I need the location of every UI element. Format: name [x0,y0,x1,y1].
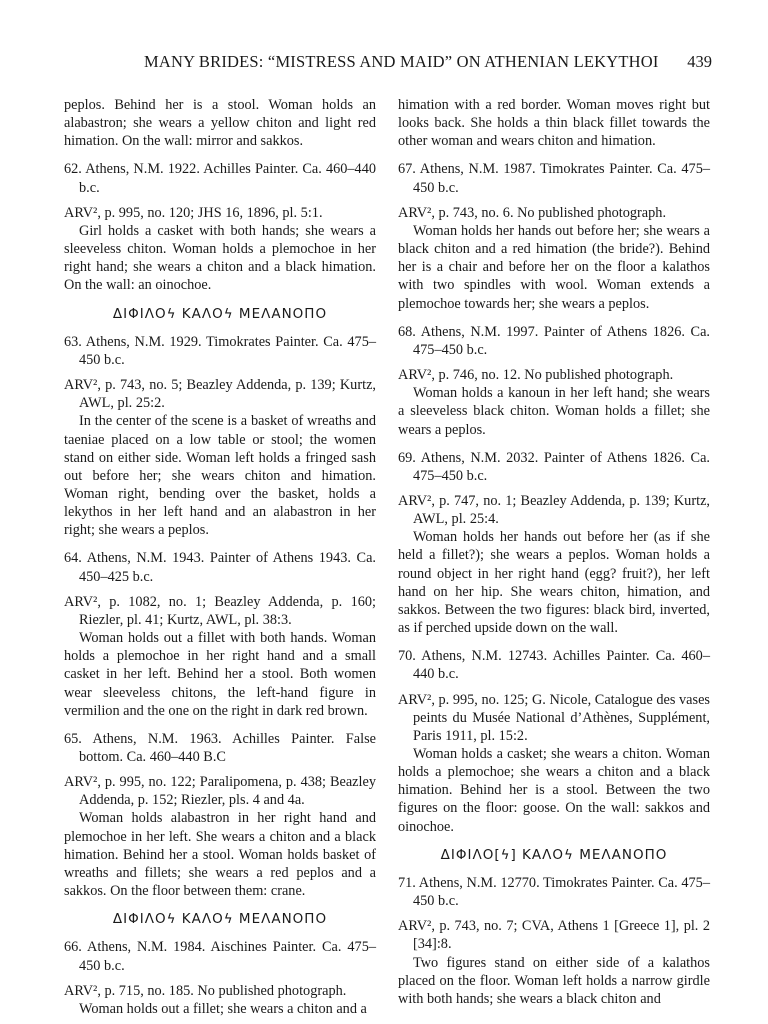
inscription: ΔΙΦΙΛΟ[ϟ] ΚΑΛΟϟ ΜΕΛΑΝΟΠΟ [440,846,668,863]
inscription: ΔΙΦΙΛΟϟ ΚΑΛΟϟ ΜΕΛΑΝΟΠΟ [112,911,328,928]
continued-text: himation with a red border. Woman moves right but looks back. She holds a thin black fillet towards the other woman and wears chiton and himation. [398,97,710,150]
entry-heading [64,333,376,369]
entry-heading [398,647,710,683]
entry-number: 64. [64,550,82,567]
entry-reference: ARV², p. 995, no. 122; Paralipomena, p. 438; Beazley Addenda, p. 152; Riezler, pls. 4 and 4a. [64,774,376,809]
entry-number: 67. [398,161,416,178]
entry-heading-text: Athens, N.M. 2032. Painter of Athens 1826. Ca. 475–450 b.c. [413,449,710,484]
catalog-entry-65 [64,730,376,900]
entry-heading [64,549,376,585]
entry-description: Woman holds out a fillet with both hands. Woman holds a plemochoe in her right hand and a small casket in her left. Behind her a stool. Both women wear sleeveless chitons, the left-hand figure in vermilion and the one on the right in dark red brown. [64,630,376,719]
catalog-entry-62 [64,160,376,294]
entry-number: 71. [398,874,416,891]
entry-number: 68. [398,323,416,340]
entry-heading [398,160,710,196]
entry-number: 62. [64,161,82,178]
entry-heading-text: Athens, N.M. 1929. Timokrates Painter. Ca. 475–450 b.c. [79,333,376,368]
entry-number: 66. [64,939,82,956]
entry-reference: ARV², p. 743, no. 5; Beazley Addenda, p. 139; Kurtz, AWL, pl. 25:2. [64,377,376,412]
entry-heading [64,730,376,766]
entry-heading-text: Athens, N.M. 12770. Timokrates Painter. Ca. 475–450 b.c. [413,874,710,910]
entry-heading-text: Athens, N.M. 12743. Achilles Painter. Ca. 460–440 b.c. [413,648,710,683]
entry-heading [398,449,710,485]
entry-reference: ARV², p. 746, no. 12. No published photograph. [398,367,674,384]
entry-description: Two figures stand on either side of a kalathos placed on the floor. Woman left holds a narrow girdle with both hands; she wears a black chiton and [398,954,710,1007]
entry-heading [64,160,376,196]
entry-reference: ARV², p. 715, no. 185. No published photograph. [64,982,347,999]
entry-heading-text: Athens, N.M. 1922. Achilles Painter. Ca. 460–440 b.c. [79,161,376,196]
entry-heading-text: Athens, N.M. 1997. Painter of Athens 1826. Ca. 475–450 b.c. [413,323,710,358]
entry-reference: ARV², p. 743, no. 6. No published photograph. [398,204,667,221]
entry-description: Woman holds her hands out before her (as if she held a fillet?); she wears a peplos. Woman holds a round object in her right hand (egg? fruit?), her left hand on her hip. She wears chiton, himation, and sakkos. Between the two figures: black bird, inverted, as if perched upside down on the wall. [398,529,710,637]
catalog-entry-67 [398,160,710,312]
entry-description: Woman holds out a fillet; she wears a chiton and a [79,1000,367,1017]
entry-number: 65. [64,730,82,747]
left-column [64,96,376,1018]
running-head: MANY BRIDES: “MISTRESS AND MAID” ON ATHENIAN LEKYTHOI [144,52,659,71]
entry-description: Woman holds her hands out before her; she wears a black chiton and a red himation (the bride?). Behind her is a chair and before her on the floor a kalathos with two spindles with wool. Woman extends a plemochoe towards her; she wears a peplos. [398,222,710,312]
entry-heading [64,938,376,974]
entry-reference: ARV², p. 995, no. 125; G. Nicole, Catalogue des vases peints du Musée National d’Athènes, Supplément, Paris 1911, pl. 15:2. [398,691,710,744]
entry-number: 69. [398,449,416,466]
entry-number: 70. [398,648,416,665]
entry-reference: ARV², p. 995, no. 120; JHS 16, 1896, pl. 5:1. [64,204,323,221]
entry-heading-text: Athens, N.M. 1987. Timokrates Painter. Ca. 475–450 b.c. [413,161,710,196]
entry-description: Woman holds a casket; she wears a chiton. Woman holds a plemochoe; she wears a chiton and a black himation. Behind her is a stool. Between the two figures on the floor: goose. On the wall: sakkos and oinochoe. [398,746,710,835]
right-column [398,96,710,1008]
page-number: 439 [687,52,712,71]
catalog-entry-66 [64,938,376,1018]
catalog-entry-71 [398,874,710,1008]
entry-description: In the center of the scene is a basket of wreaths and taeniae placed on a low table or stool; the women stand on either side. Woman left holds a fringed sash out before her; she wears chiton and himation. Woman right, bending over the basket, holds a lekythos in her left hand and an alabastron in her right; she wears a peplos. [64,413,376,539]
entry-number: 63. [64,333,82,350]
entry-heading [398,323,710,359]
catalog-entry-63 [64,333,376,540]
entry-heading [398,874,710,910]
entry-reference: ARV², p. 747, no. 1; Beazley Addenda, p. 139; Kurtz, AWL, pl. 25:4. [398,492,710,528]
entry-reference: ARV², p. 1082, no. 1; Beazley Addenda, p. 160; Riezler, pl. 41; Kurtz, AWL, pl. 38:3. [64,593,376,628]
entry-heading-text: Athens, N.M. 1984. Aischines Painter. Ca. 475–450 b.c. [79,939,376,974]
catalog-entry-68 [398,323,710,439]
entry-description: Girl holds a casket with both hands; she wears a sleeveless chiton. Woman holds a plemochoe in her right hand; she wears a chiton and a black himation. On the wall: an oinochoe. [64,222,376,294]
entry-description: Woman holds a kanoun in her left hand; she wears a sleeveless black chiton. Woman holds a fillet; she wears a peplos. [398,385,710,438]
catalog-entry-70 [398,647,710,836]
entry-reference: ARV², p. 743, no. 7; CVA, Athens 1 [Greece 1], pl. 2 [34]:8. [398,918,710,953]
inscription: ΔΙΦΙΛΟϟ ΚΑΛΟϟ ΜΕΛΑΝΟΠΟ [112,305,328,322]
catalog-entry-69 [398,449,710,638]
entry-description: Woman holds alabastron in her right hand and plemochoe in her left. She wears a chiton and a black himation. Behind her a stool. Woman holds basket of wreaths and fillets; she wears a red peplos and a sakkos. On the floor between them: crane. [64,810,376,900]
entry-heading-text: Athens, N.M. 1963. Achilles Painter. False bottom. Ca. 460–440 B.C [79,730,376,765]
catalog-entry-64 [64,549,376,719]
entry-heading-text: Athens, N.M. 1943. Painter of Athens 1943. Ca. 450–425 b.c. [79,550,376,585]
continued-text: peplos. Behind her is a stool. Woman holds an alabastron; she wears a yellow chiton and light red himation. On the wall: mirror and sakkos. [64,97,376,150]
page-header [64,52,712,74]
